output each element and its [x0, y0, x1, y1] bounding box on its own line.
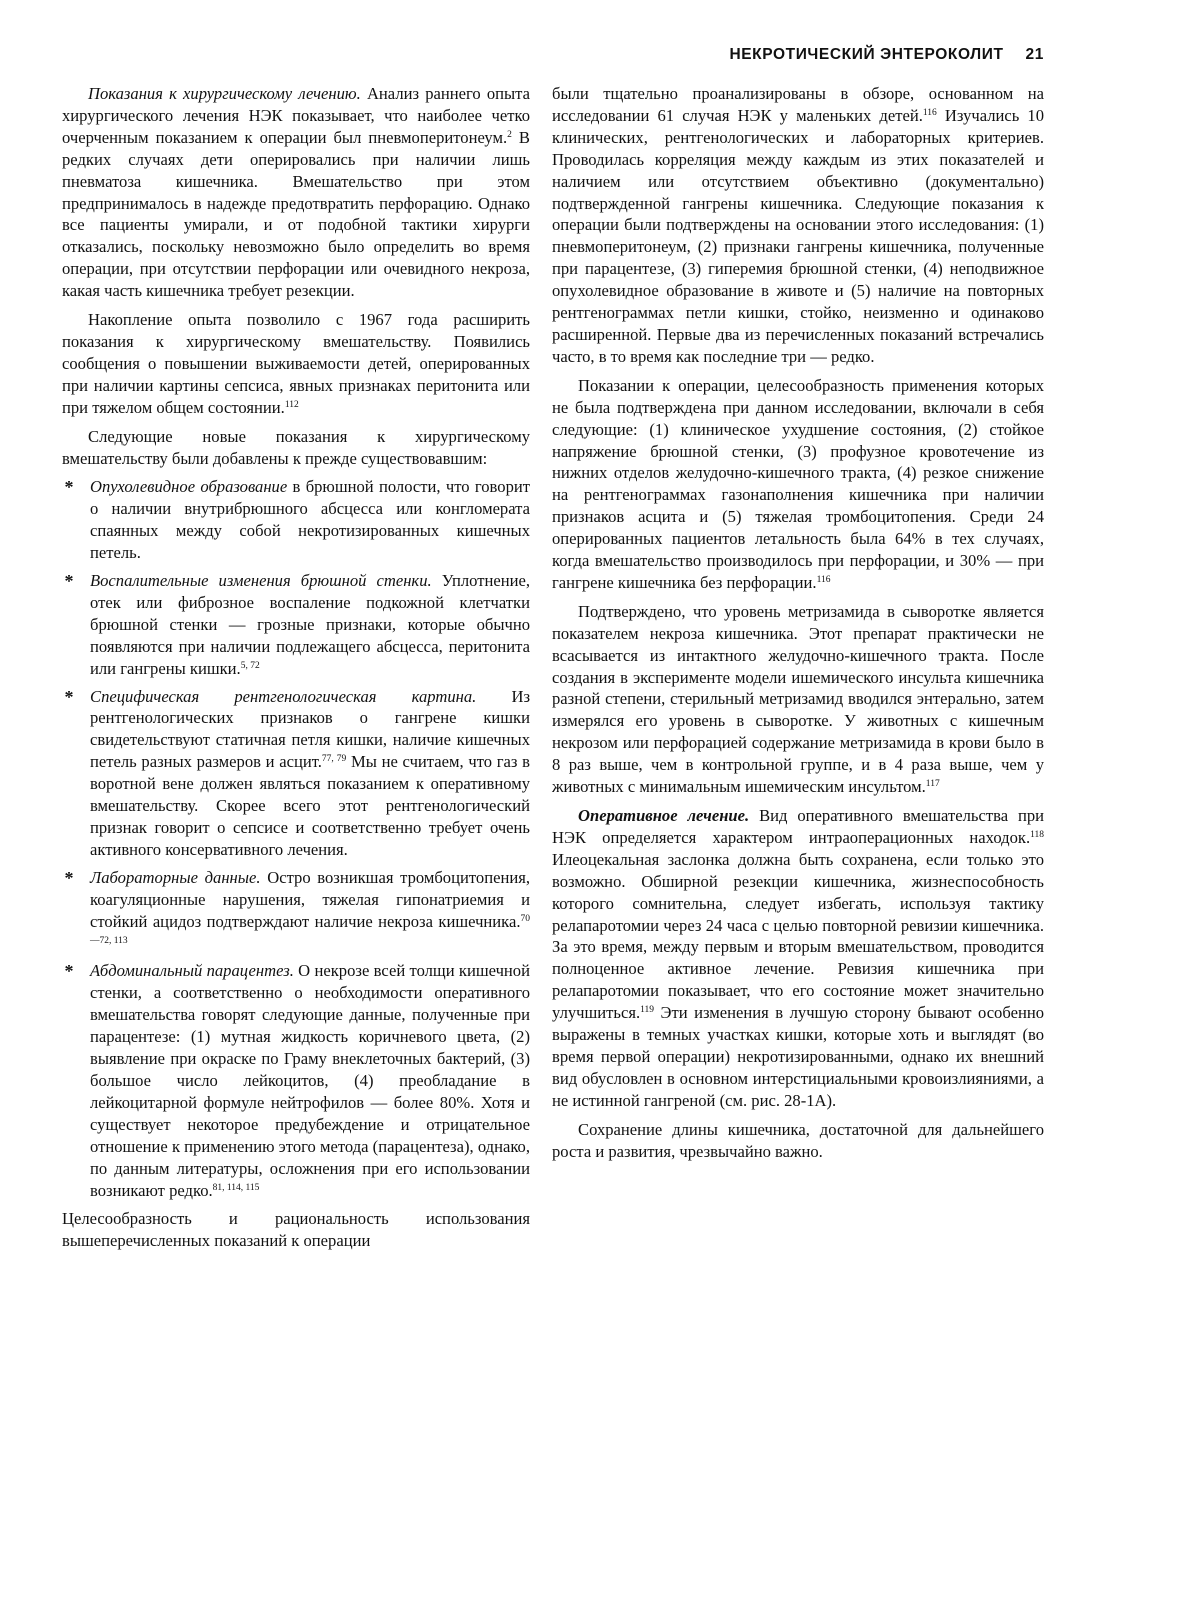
paragraph: Оперативное лечение. Вид оперативного вмешательства при НЭК определяется характером интраоперационных находок.$^{118}$ Илеоцекальная заслонка должна быть сохранена, если только это возможно. Обширной резекции кишечника, жизнеспособность которого сомнительна, следует избегать, используя тактику релапаротомии через 24 часа с целью повторной ревизии кишечника. За это время, между первым и вторым вмешательством, проводится полноценное активное лечение. Ревизия кишечника при релапаротомии показывает, что его состояние может значительно улучшиться.$^{119}$ Эти изменения в лучшую сторону бывают особенно выражены в темных участках кишки, которые хоть и выглядят (во время первой операции) некротизированными, однако их внешний вид обусловлен в основном интерстициальными кровоизлияниями, а не истинной гангреной (см. рис. 28-1А). — [552, 806, 1045, 1110]
citation: 81, 114, 115 — [212, 1182, 260, 1193]
right-column — [552, 83, 1044, 1163]
section-heading: Показания к хирургическому лечению. — [88, 84, 361, 103]
list-item-heading: Специфическая рентгенологическая картина. — [90, 686, 477, 706]
running-title: НЕКРОТИЧЕСКИЙ ЭНТЕРОКОЛИТ — [729, 46, 1004, 63]
bullet-star-icon: * — [64, 867, 74, 888]
list-item-heading: Лабораторные данные. — [90, 867, 261, 887]
citation: 118 — [1030, 829, 1044, 840]
paragraph: Показании к операции, целесообразность применения которых не была подтверждена при данном исследовании, включали в себя следующие: (1) клиническое ухудшение состояния, (2) стойкое напряжение брюшной стенки, (3) профузное кровотечение из нижних отделов желудочно-кишечного тракта, (4) резкое снижение на рентгенограммах газонаполнения кишечника при наличии признаков асцита и (5) тяжелая тромбоцитопения. Среди 24 оперированных пациентов летальность была 64% в тех случаях, когда вмешательство производилось при перфорации, и 30% — при гангрене кишечника без перфорации.$^{116}$ — [552, 375, 1044, 592]
citation: 2 — [507, 129, 512, 140]
list-item: * Опухолевидное образование в брюшной полости, что говорит о наличии внутрибрюшного абсцесса или конгломерата спаянных между собой некротизированных кишечных петель. — [62, 476, 530, 564]
running-header — [540, 46, 1044, 70]
paragraph: Целесообразность и рациональность использования вышеперечисленных показаний к операции — [62, 1209, 530, 1251]
bullet-star-icon: * — [64, 571, 74, 592]
citation: 5, 72 — [240, 660, 260, 671]
paragraph: Накопление опыта позволило с 1967 года расширить показания к хирургическому вмешательству. Появились сообщения о повышении выживаемости детей, оперированных при наличии картины сепсиса, явных признаках перитонита или при тяжелом общем состоянии.$^{112}$ — [62, 310, 530, 417]
citation: 116 — [922, 107, 937, 118]
citation: 112 — [284, 399, 299, 410]
list-item-heading: Воспалительные изменения брюшной стенки. — [90, 571, 432, 591]
paragraph: были тщательно проанализированы в обзоре, основанном на исследовании 61 случая НЭК у маленьких детей.$^{116}$ Изучались 10 клинических, рентгенологических и лабораторных критериев. Проводилась корреляция между каждым из этих показателей и наличием или отсутствием объективно (документально) подтвержденной гангрены кишечника. Следующие показания к операции были подтверждены на основании этого исследования: (1) пневмоперитонеум, (2) признаки гангрены кишечника, полученные при парацентезе, (3) гиперемия брюшной стенки, (4) неподвижное опухолевидное образование в животе и (5) наличие на повторных рентгенограммах петли кишки, стойко, неизменно и одинаково расширенной. Первые два из перечисленных показаний встречались часто, в то время как последние три — редко. — [552, 84, 1045, 366]
page-number: 21 — [1025, 46, 1044, 63]
citation: 70—72, 113 — [90, 913, 530, 946]
list-item: * Лабораторные данные. Остро возникшая тромбоцитопения, коагуляционные нарушения, тяжелая гипонатриемия и стойкий ацидоз подтверждают наличие некроза кишечника.$^{70—72, 113}$ — [62, 867, 530, 955]
paragraph: Показания к хирургическому лечению. Анализ раннего опыта хирургического лечения НЭК показывает, что наиболее четко очерченным показанием к операции был пневмоперитонеум.$^2$ В редких случаях дети оперировались при наличии лишь пневматоза кишечника. Вмешательство при этом предпринималось в надежде предотвратить перфорацию. Однако все пациенты умирали, и от подобной тактики хирурги отказались, поскольку невозможно было определить во время операции, при отсутствии перфорации или очевидного некроза, какая часть кишечника требует резекции. — [62, 84, 530, 301]
list-item: * Воспалительные изменения брюшной стенки. Уплотнение, отек или фиброзное воспаление подкожной клетчатки брюшной стенки — грозные признаки, которые обычно появляются при наличии подлежащего абсцесса, перитонита или гангрены кишки.$^{5, 72}$ — [62, 570, 530, 680]
bullet-star-icon: * — [64, 477, 74, 498]
section-heading: Оперативное лечение. — [578, 806, 750, 825]
left-column — [62, 83, 530, 1252]
paragraph: Подтверждено, что уровень метризамида в сыворотке является показателем некроза кишечника. Этот препарат практически не всасывается из интактного желудочно-кишечного тракта. После создания в эксперименте модели ишемического инсульта кишечника разной степени, стерильный метризамид вводился энтерально, затем измерялся его уровень в сыворотке. У животных с кишечным некрозом или перфорацией содержание метризамида в крови было в 8 раз выше, чем в контрольной группе, и в 4 раза выше, чем у животных с минимальным ишемическим инсультом.$^{117}$ — [552, 601, 1044, 797]
list-item: * Специфическая рентгенологическая картина. Из рентгенологических признаков о гангрене кишки свидетельствуют статичная петля кишки, наличие кишечных петель разных размеров и асцит.$^{77, 79}$ Мы не считаем, что газ в воротной вене должен являться показанием к оперативному вмешательству. Скорее всего этот рентгенологический признак говорит о сепсисе и соответственно требует очень активного консервативного лечения. — [62, 686, 530, 861]
paragraph: Следующие новые показания к хирургическому вмешательству были добавлены к прежде существовавшим: — [62, 426, 530, 468]
list-item-heading: Опухолевидное образование — [90, 477, 288, 497]
paragraph: Сохранение длины кишечника, достаточной для дальнейшего роста и развития, чрезвычайно важно. — [552, 1119, 1044, 1161]
citation: 77, 79 — [321, 754, 347, 765]
citation: 116 — [816, 574, 831, 585]
citation: 117 — [925, 779, 940, 790]
bullet-star-icon: * — [64, 686, 74, 707]
list-item: * Абдоминальный парацентез. О некрозе всей толщи кишечной стенки, а соответственно о необходимости оперативного вмешательства говорят следующие данные, полученные при парацентезе: (1) мутная жидкость коричневого цвета, (2) выявление при окраске по Граму внеклеточных бактерий, (3) большое число лейкоцитов, (4) преобладание в лейкоцитарной формуле нейтрофилов — более 80%. Хотя и существует некоторое предубеждение и отрицательное отношение к применению этого метода (парацентеза), однако, по данным литературы, осложнения при его использовании возникают редко.$^{81, 114, 115}$ — [62, 960, 530, 1201]
list-item-heading: Абдоминальный парацентез. — [90, 961, 294, 981]
bullet-star-icon: * — [64, 961, 74, 982]
indications-list — [62, 476, 530, 1201]
citation: 119 — [640, 1005, 655, 1016]
